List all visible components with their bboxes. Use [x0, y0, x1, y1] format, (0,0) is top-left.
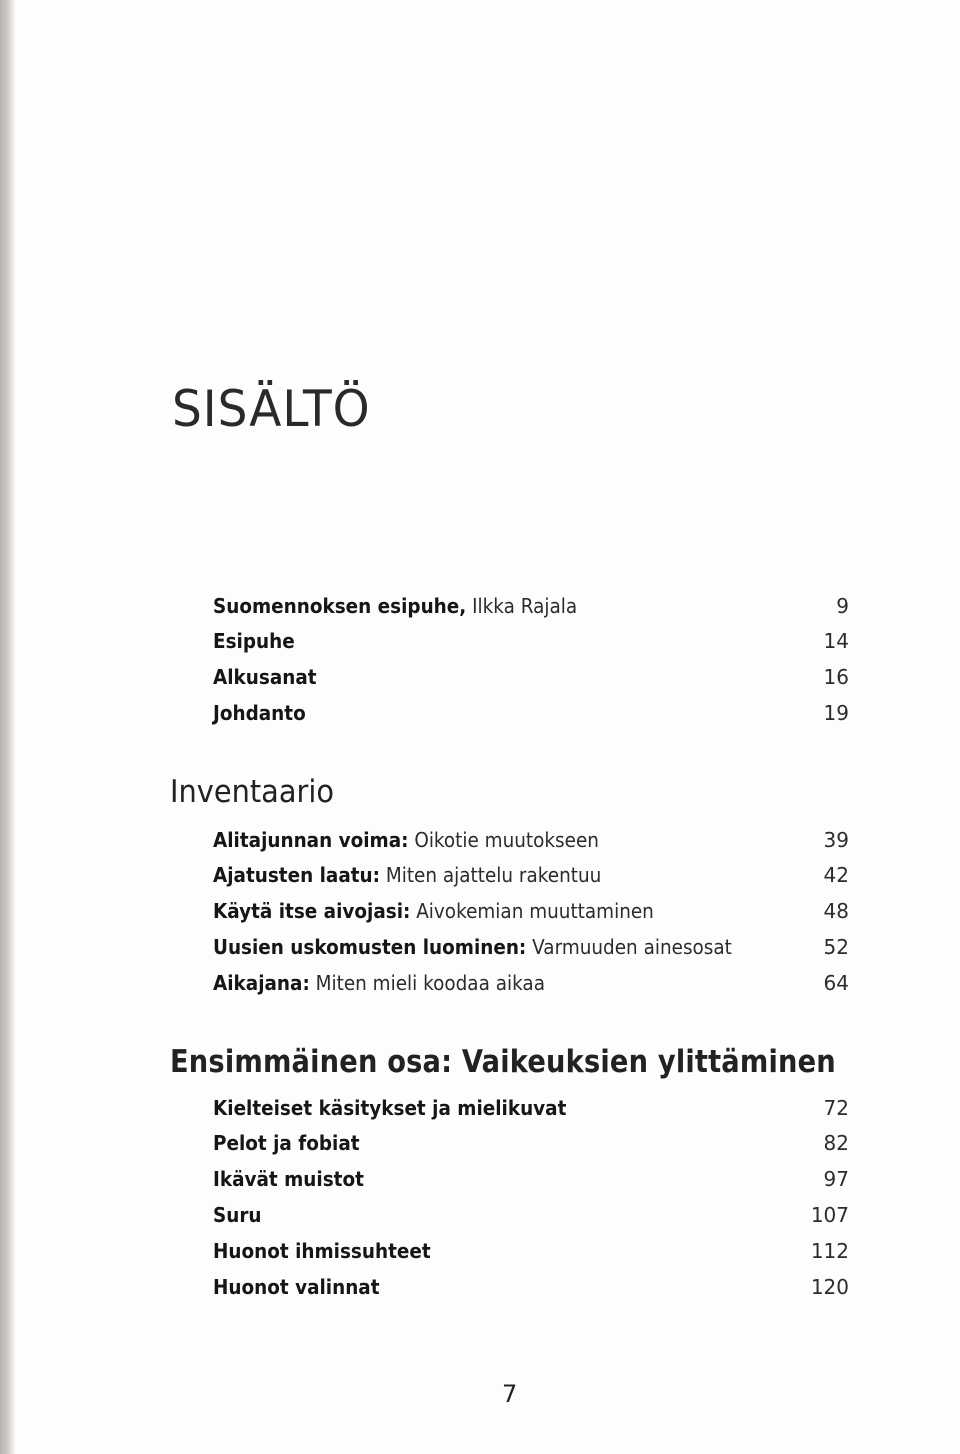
section-heading-inventaario: Inventaario	[170, 774, 334, 810]
section-heading-part-one: Ensimmäinen osa: Vaikeuksien ylittäminen	[170, 1044, 836, 1080]
toc-page-number: 9	[836, 594, 849, 618]
toc-page-number: 120	[810, 1275, 849, 1299]
toc-page-number: 39	[823, 828, 849, 852]
toc-page-number: 72	[823, 1096, 849, 1120]
toc-page-number: 64	[823, 971, 849, 995]
toc-page-number: 82	[823, 1131, 849, 1155]
toc-entry-title: Huonot ihmissuhteet	[213, 1239, 431, 1263]
toc-entry-introduction[interactable]	[213, 698, 849, 728]
toc-entry-title: Pelot ja fobiat	[213, 1131, 360, 1155]
toc-entry-foreword-translation[interactable]	[213, 591, 849, 621]
toc-page-number: 48	[823, 899, 849, 923]
toc-entry-title: Esipuhe	[213, 629, 295, 653]
toc-page-number: 14	[823, 629, 849, 653]
toc-entry-title: Aikajana: Miten mieli koodaa aikaa	[213, 971, 545, 995]
toc-entry-title: Alkusanat	[213, 665, 317, 689]
toc-entry-preface[interactable]	[213, 662, 849, 692]
toc-entry[interactable]	[213, 860, 849, 890]
toc-entry-title: Kielteiset käsitykset ja mielikuvat	[213, 1096, 567, 1120]
toc-entry[interactable]	[213, 1093, 849, 1123]
toc-page-number: 16	[823, 665, 849, 689]
page-title: SISÄLTÖ	[172, 380, 371, 438]
toc-entry[interactable]	[213, 932, 849, 962]
toc-entry[interactable]	[213, 1128, 849, 1158]
toc-entry[interactable]	[213, 968, 849, 998]
toc-entry[interactable]	[213, 1200, 849, 1230]
toc-entry-title: Huonot valinnat	[213, 1275, 380, 1299]
toc-page-number: 52	[823, 935, 849, 959]
toc-entry[interactable]	[213, 825, 849, 855]
toc-entry-foreword[interactable]	[213, 626, 849, 656]
toc-page-number: 107	[810, 1203, 849, 1227]
toc-entry-title: Alitajunnan voima: Oikotie muutokseen	[213, 828, 599, 852]
toc-entry-title: Suomennoksen esipuhe, Ilkka Rajala	[213, 594, 578, 618]
toc-entry[interactable]	[213, 1164, 849, 1194]
toc-entry[interactable]	[213, 896, 849, 926]
toc-entry-title: Uusien uskomusten luominen: Varmuuden ainesosat	[213, 935, 732, 959]
page-number: 7	[502, 1380, 518, 1408]
binding-edge-shadow	[0, 0, 16, 1454]
toc-entry-title: Suru	[213, 1203, 262, 1227]
toc-entry-title: Johdanto	[213, 701, 306, 725]
toc-page-number: 42	[823, 863, 849, 887]
toc-entry-title: Ajatusten laatu: Miten ajattelu rakentuu	[213, 863, 602, 887]
toc-entry-title: Ikävät muistot	[213, 1167, 364, 1191]
toc-page-number: 19	[823, 701, 849, 725]
toc-entry[interactable]	[213, 1236, 849, 1266]
toc-page-number: 97	[823, 1167, 849, 1191]
toc-page-number: 112	[810, 1239, 849, 1263]
toc-entry-title: Käytä itse aivojasi: Aivokemian muuttaminen	[213, 899, 654, 923]
toc-entry[interactable]	[213, 1272, 849, 1302]
